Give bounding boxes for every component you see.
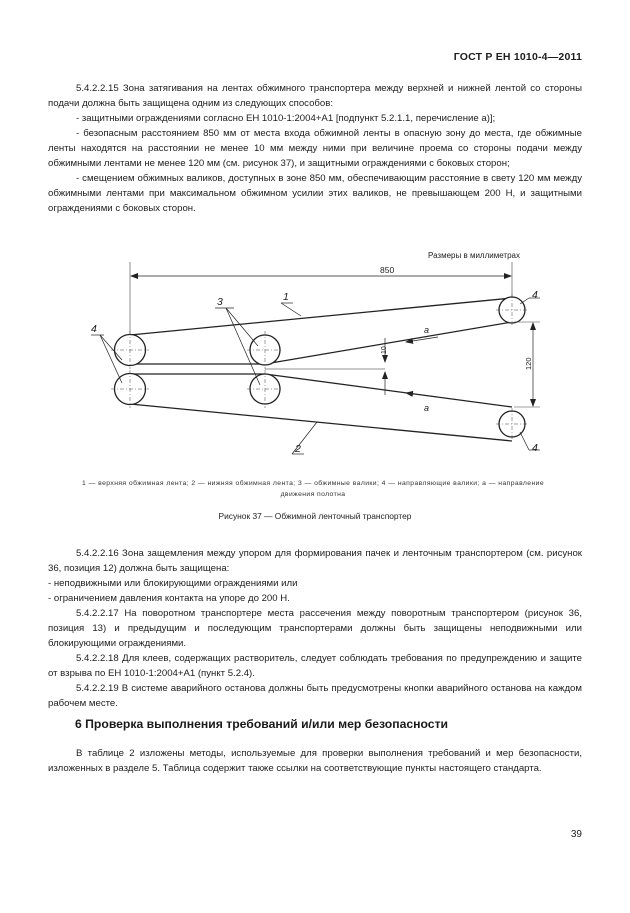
paragraph-5-4-2-2-19: 5.4.2.2.19 В системе аварийного останова должны быть предусмотрены кнопки аварийного останова на каждом рабочем месте. [48, 683, 582, 709]
label-2: 2 [295, 443, 301, 455]
figure-caption: Рисунок 37 — Обжимной ленточный транспортер [218, 511, 412, 521]
press-roller-top [247, 331, 283, 369]
list-item-pressure-limit: - ограничением давления контакта на упоре до 200 Н. [48, 593, 290, 604]
callout-4-right-top [520, 289, 540, 304]
list-item-fixed-guards: - неподвижными или блокирующими ограждениями или [48, 578, 298, 589]
label-a-upper: a [424, 325, 430, 335]
callout-4-right-bottom [520, 432, 540, 454]
units-note: Размеры в миллиметрах [428, 251, 520, 260]
callout-3 [215, 296, 260, 385]
guide-roller-left-bottom [111, 370, 149, 408]
label-4-left: 4 [91, 323, 97, 335]
section-6-text [48, 746, 582, 776]
direction-arrow-lower [406, 393, 438, 413]
label-1: 1 [283, 291, 289, 303]
guide-roller-left-top [111, 331, 149, 369]
list-item-safe-distance: - безопасным расстоянием 850 мм от места входа обжимной ленты в опасную зону до места, где обжимные ленты находятся на расстоянии не менее 10 мм между ними при величине проема со стороны подачи между обжимными лентами не менее 120 мм (см. рисунок 37), и защитными ограждениями с боковых сторон; [48, 128, 582, 169]
dim-850-label: 850 [380, 265, 395, 275]
paragraph-5-4-2-2-17: 5.4.2.2.17 На поворотном транспортере места рассечения между поворотным транспортером (рисунок 36, позиция 13) и предыдущим и последующим транспортерами должны быть защищены неподвижными или блокирующими ограждениями. [48, 608, 582, 649]
figure-legend: 1 — верхняя обжимная лента; 2 — нижняя обжимная лента; 3 — обжимные валики; 4 — направляющие валики; a — направление движения полотна [82, 480, 544, 498]
label-a-lower: a [424, 403, 430, 413]
upper-belt [130, 298, 512, 364]
list-item-guards: - защитными ограждениями согласно ЕН 1010-1:2004+А1 [подпункт 5.2.1.1, перечисление а)]; [76, 113, 496, 124]
callout-2 [292, 422, 317, 455]
paragraph-5-4-2-2-15: 5.4.2.2.15 Зона затягивания на лентах обжимного транспортера между верхней и нижней лентой со стороны подачи должна быть защищена одним из следующих способов: [48, 83, 582, 109]
dim-10-label: 10 [381, 346, 388, 354]
section-6-paragraph: В таблице 2 изложены методы, используемые для проверки выполнения требований и мер безопасности, изложенных в разделе 5. Таблица содержит также ссылки на соответствующие пункты настоящего стандарта. [48, 748, 582, 774]
lower-belt [130, 369, 512, 441]
bottom-text-block [48, 546, 582, 711]
dimension-120 [514, 322, 540, 407]
label-4-right-top: 4 [532, 289, 538, 301]
top-text-block [48, 81, 582, 216]
page-number: 39 [570, 829, 582, 840]
conveyor-figure [90, 248, 560, 463]
section-6-title: 6 Проверка выполнения требований и/или мер безопасности [75, 717, 449, 731]
label-3: 3 [217, 296, 223, 308]
paragraph-5-4-2-2-16: 5.4.2.2.16 Зона защемления между упором для формирования пачек и ленточным транспортером (см. рисунок 36, позиция 12) должна быть защищена: [48, 548, 582, 574]
standard-header: ГОСТ Р ЕН 1010-4—2011 [453, 51, 582, 63]
label-4-right-bottom: 4 [532, 442, 538, 454]
list-item-roller-offset: - смещением обжимных валиков, доступных в зоне 850 мм, обеспечивающим расстояние в свету 120 мм между обжимными лентами при максимальном обжимном усилии этих валиков, не превышающем 200 Н, и защитными ограждениями с боковых сторон. [48, 173, 582, 214]
guide-roller-right-bottom [496, 408, 528, 440]
dim-120-label: 120 [524, 357, 533, 370]
callout-1 [281, 291, 301, 316]
paragraph-5-4-2-2-18: 5.4.2.2.18 Для клеев, содержащих растворитель, следует соблюдать требования по предупреждению и защите от взрыва по ЕН 1010-1:2004+А1 (пункт 5.2.4). [48, 653, 582, 679]
dimension-10 [381, 338, 388, 395]
